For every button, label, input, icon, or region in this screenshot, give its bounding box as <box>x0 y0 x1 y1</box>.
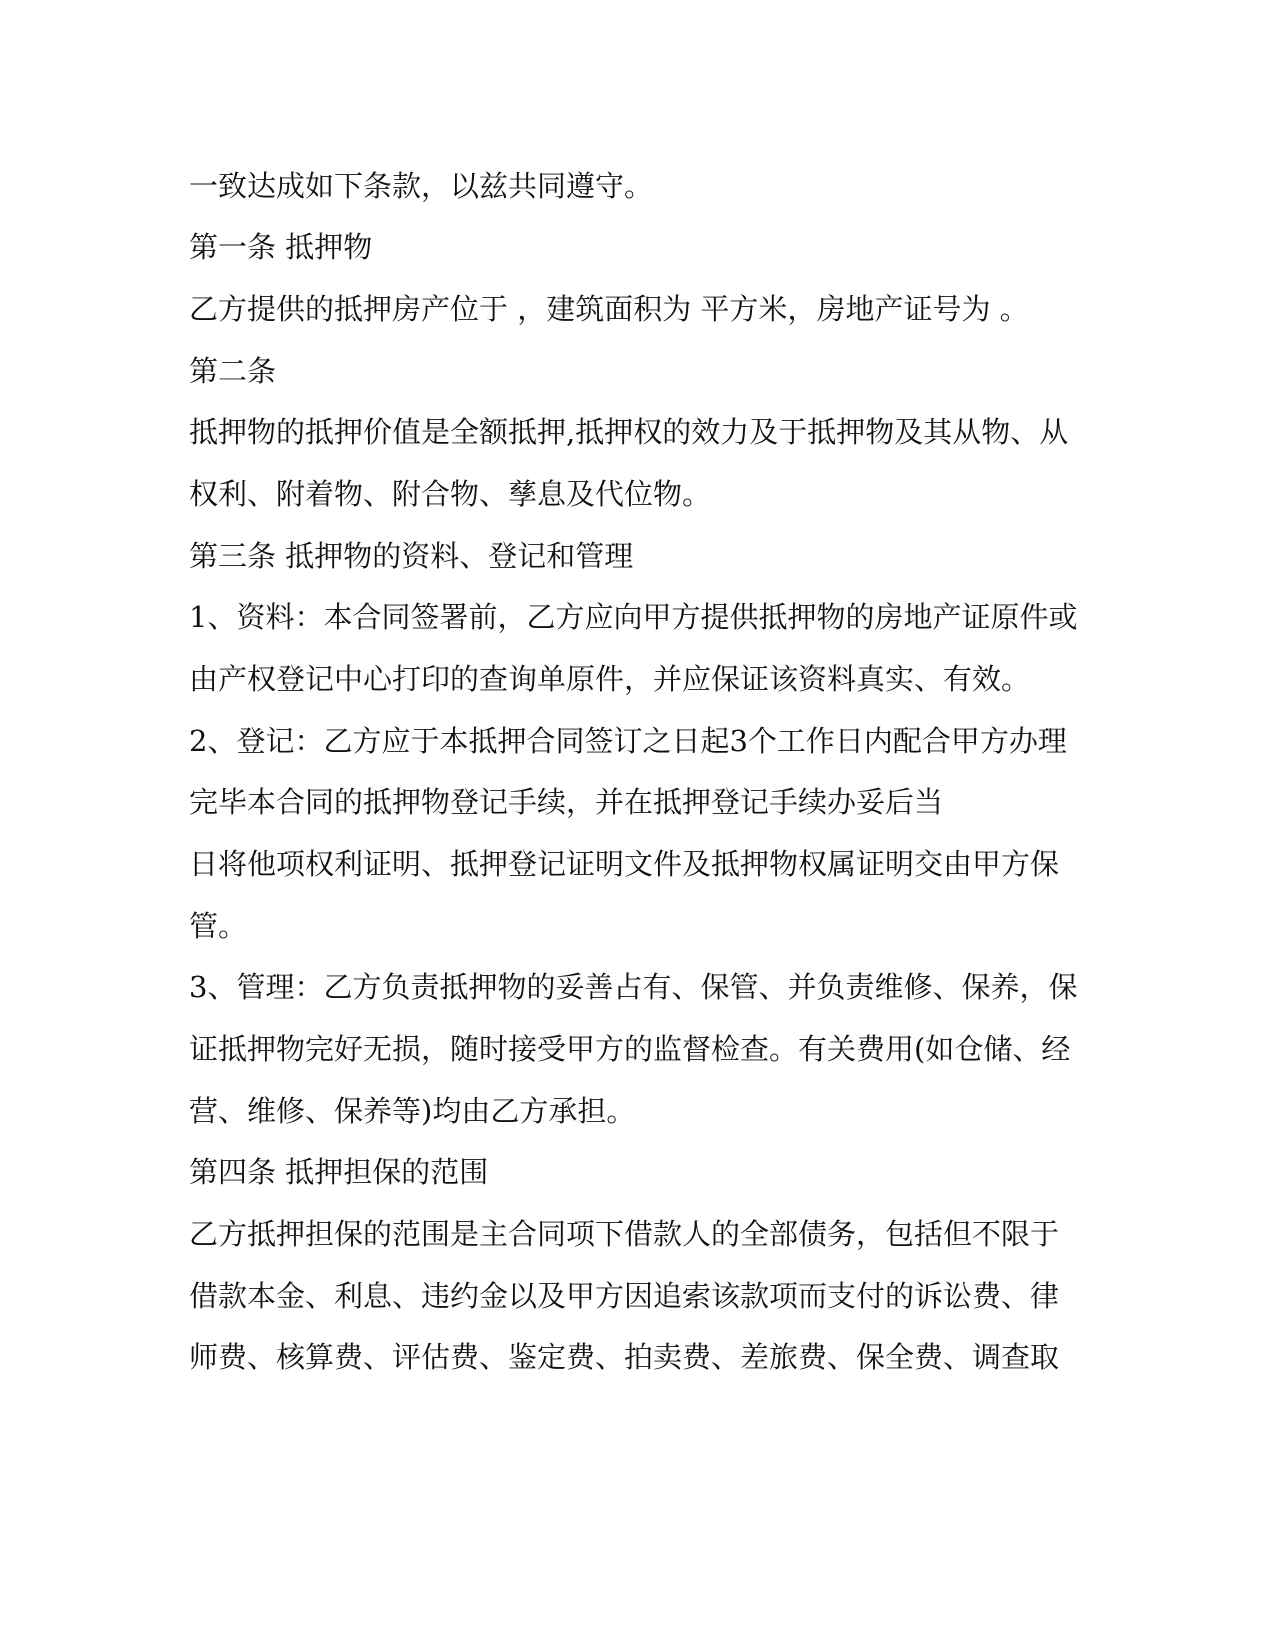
text-line: 管。 <box>189 909 248 943</box>
text-line: 由产权登记中心打印的查询单原件，并应保证该资料真实、有效。 <box>189 662 1031 696</box>
text-line: 日将他项权利证明、抵押登记证明文件及抵押物权属证明交由甲方保 <box>189 847 1060 881</box>
text-line: 师费、核算费、评估费、鉴定费、拍卖费、差旅费、保全费、调查取 <box>189 1340 1060 1374</box>
text-line: 借款本金、利息、违约金以及甲方因追索该款项而支付的诉讼费、律 <box>189 1279 1060 1313</box>
article-2-heading: 第二条 <box>189 354 277 388</box>
text-line: 权利、附着物、附合物、孳息及代位物。 <box>189 477 712 511</box>
text-line: 完毕本合同的抵押物登记手续，并在抵押登记手续办妥后当 <box>189 785 944 819</box>
text-line: 一致达成如下条款，以兹共同遵守。 <box>189 169 654 203</box>
text-line: 乙方提供的抵押房产位于 ，建筑面积为 平方米，房地产证号为 。 <box>189 292 1029 326</box>
text-line: 乙方抵押担保的范围是主合同项下借款人的全部债务，包括但不限于 <box>189 1217 1060 1251</box>
text-line: 2、登记：乙方应于本抵押合同签订之日起3个工作日内配合甲方办理 <box>189 724 1067 758</box>
article-1-heading: 第一条 抵押物 <box>189 230 373 264</box>
text-line: 3、管理：乙方负责抵押物的妥善占有、保管、并负责维修、保养，保 <box>189 970 1078 1004</box>
text-line: 抵押物的抵押价值是全额抵押,抵押权的效力及于抵押物及其从物、从 <box>189 415 1069 449</box>
article-4-heading: 第四条 抵押担保的范围 <box>189 1155 489 1189</box>
text-line: 营、维修、保养等)均由乙方承担。 <box>189 1094 636 1128</box>
text-line: 1、资料：本合同签署前，乙方应向甲方提供抵押物的房地产证原件或 <box>189 600 1078 634</box>
article-3-heading: 第三条 抵押物的资料、登记和管理 <box>189 539 634 573</box>
text-line: 证抵押物完好无损，随时接受甲方的监督检查。有关费用(如仓储、经 <box>189 1032 1071 1066</box>
